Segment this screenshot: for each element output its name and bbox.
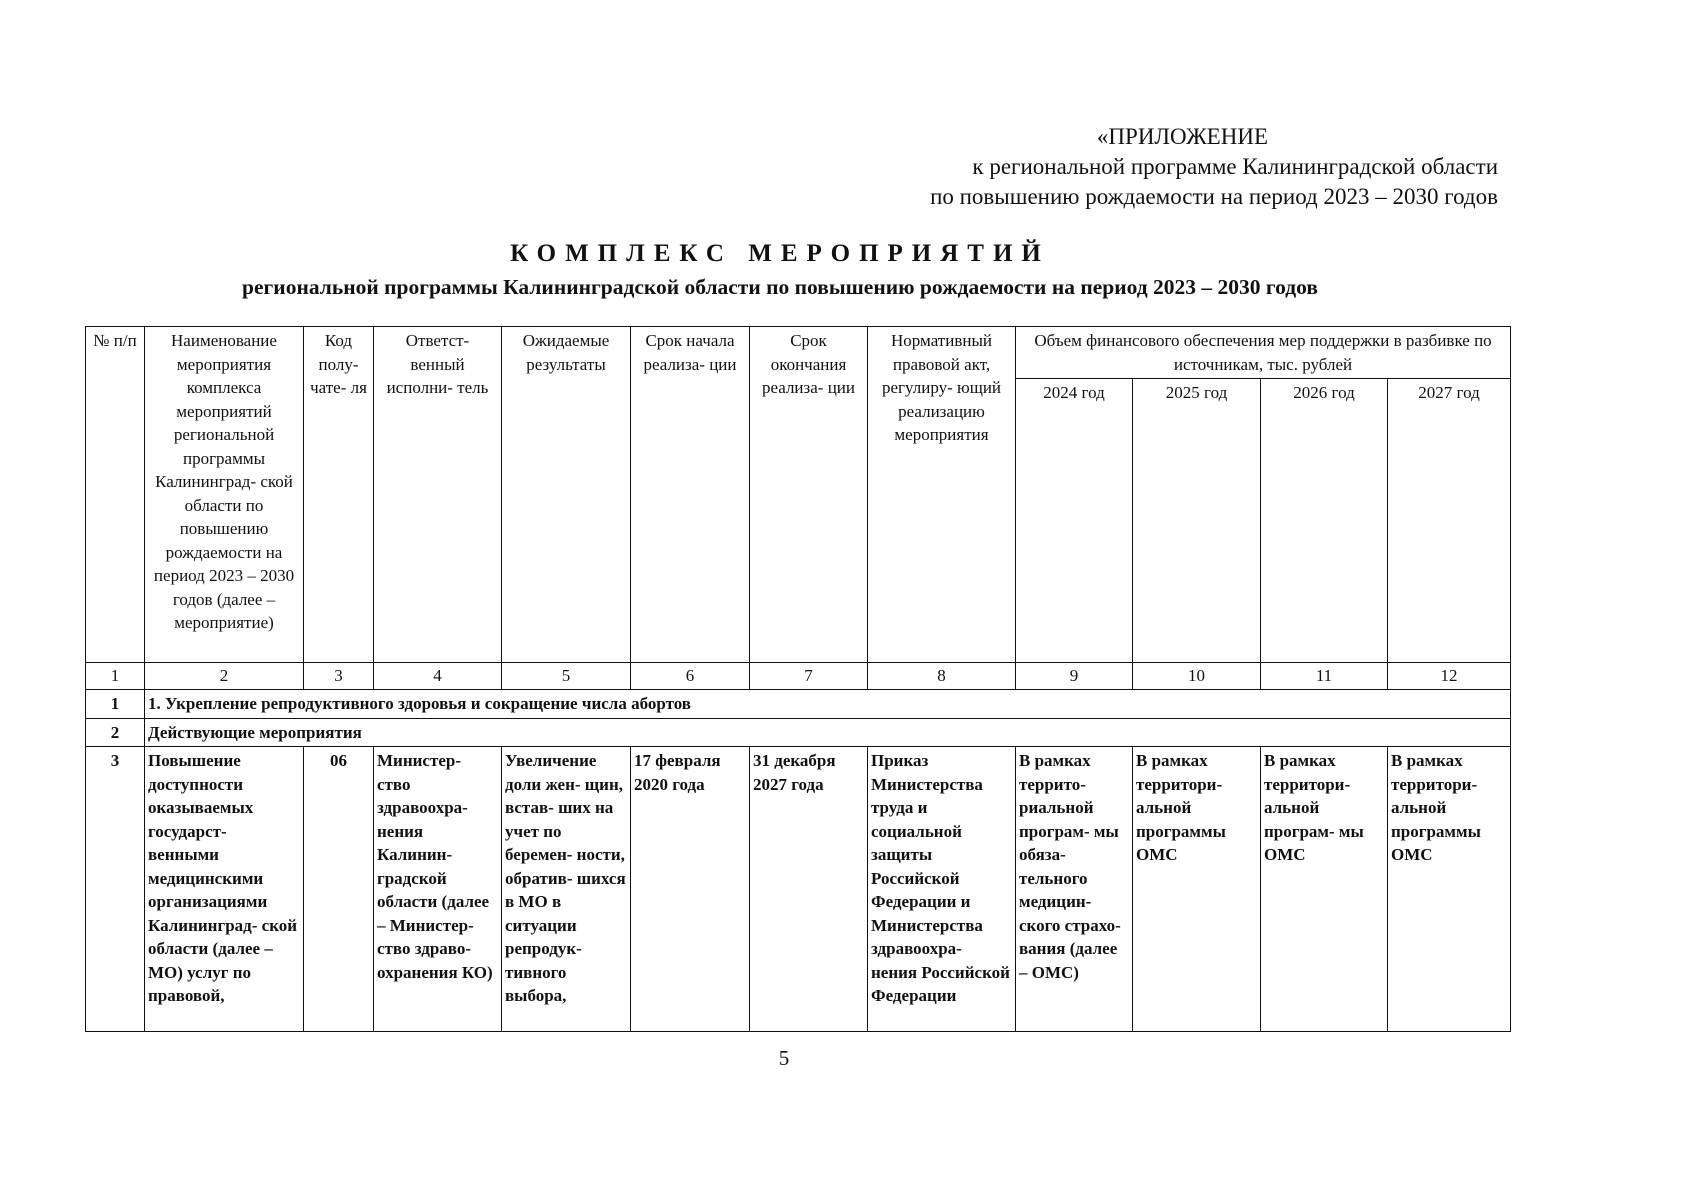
row-end: 31 декабря 2027 года [750,747,868,1032]
column-number: 1 [86,663,145,690]
header-num: № п/п [86,327,145,663]
column-number: 5 [502,663,631,690]
header-act: Нормативный правовой акт, регулиру- ющий реализацию мероприятия [868,327,1016,663]
appendix-header [798,122,1498,212]
document-title [60,238,1500,302]
column-number: 10 [1133,663,1261,690]
column-number: 2 [145,663,304,690]
column-number: 7 [750,663,868,690]
measures-table [85,326,1511,1032]
header-code: Код полу- чате- ля [304,327,374,663]
header-start: Срок начала реализа- ции [631,327,750,663]
appendix-line-3: по повышению рождаемости на период 2023 – 2030 годов [930,184,1498,209]
row-2025: В рамках территори- альной программы ОМС [1133,747,1261,1032]
appendix-title: «ПРИЛОЖЕНИЕ [1096,124,1268,149]
section-row [86,690,1511,719]
row-2024: В рамках террито- риальной програм- мы обяза- тельного медицин- ского страхо- вания (далее – ОМС) [1016,747,1133,1032]
header-year-2025: 2025 год [1133,379,1261,663]
column-number: 4 [374,663,502,690]
header-year-2024: 2024 год [1016,379,1133,663]
row-code: 06 [304,747,374,1032]
row-start: 17 февраля 2020 года [631,747,750,1032]
header-results: Ожидаемые результаты [502,327,631,663]
subsection-row-num: 2 [86,718,145,747]
column-number: 12 [1388,663,1511,690]
column-number-row [86,663,1511,690]
row-name: Повышение доступности оказываемых государст- венными медицинскими организациями Калининград- ской области (далее – МО) услуг по правовой, [145,747,304,1032]
header-year-2026: 2026 год [1261,379,1388,663]
column-number: 3 [304,663,374,690]
section-row-num: 1 [86,690,145,719]
title-subtitle: региональной программы Калининградской области по повышению рождаемости на период 2023 – 2030 годов [242,275,1318,299]
header-name: Наименование мероприятия комплекса мероприятий региональной программы Калининград- ской области по повышению рождаемости на период 2023 – 2030 годов (далее – мероприятие) [145,327,304,663]
subsection-row [86,718,1511,747]
row-results: Увеличение доли жен- щин, встав- ших на учет по беремен- ности, обратив- шихся в МО в ситуации репродук- тивного выбора, [502,747,631,1032]
title-main: КОМПЛЕКС МЕРОПРИЯТИЙ [510,240,1050,267]
subsection-row-text: Действующие мероприятия [145,718,1511,747]
column-number: 6 [631,663,750,690]
row-2026: В рамках территори- альной програм- мы ОМС [1261,747,1388,1032]
table-header-row [86,327,1511,379]
column-number: 9 [1016,663,1133,690]
table-row [86,747,1511,1032]
appendix-line-2: к региональной программе Калининградской области [972,154,1498,179]
row-act: Приказ Министерства труда и социальной защиты Российской Федерации и Министерства здравоохра- нения Российской Федерации [868,747,1016,1032]
header-executor: Ответст- венный исполни- тель [374,327,502,663]
header-end: Срок окончания реализа- ции [750,327,868,663]
section-row-text: 1. Укрепление репродуктивного здоровья и сокращение числа абортов [145,690,1511,719]
row-num: 3 [86,747,145,1032]
column-number: 8 [868,663,1016,690]
row-executor: Министер- ство здравоохра- нения Калинин- градской области (далее – Министер- ство здраво- охранения КО) [374,747,502,1032]
page-number: 5 [778,1046,790,1070]
header-year-2027: 2027 год [1388,379,1511,663]
row-2027: В рамках территори- альной программы ОМС [1388,747,1511,1032]
column-number: 11 [1261,663,1388,690]
header-finance: Объем финансового обеспечения мер поддержки в разбивке по источникам, тыс. рублей [1016,327,1511,379]
